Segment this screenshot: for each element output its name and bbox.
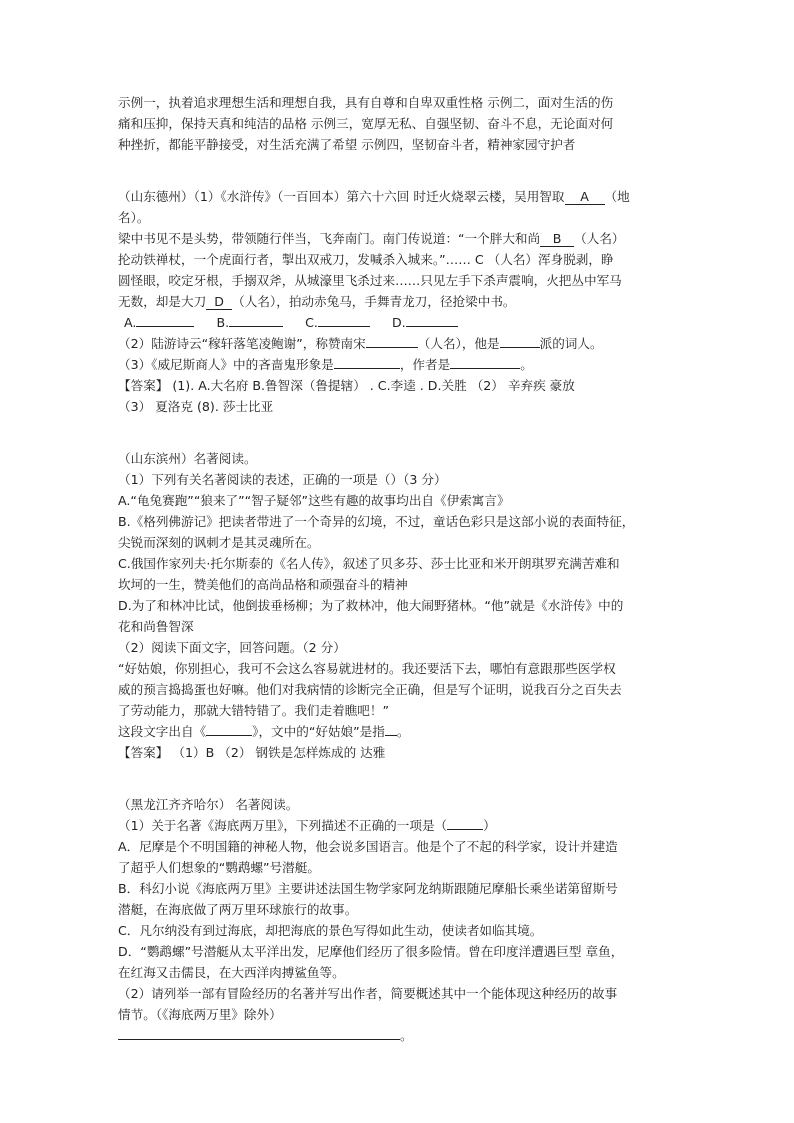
q1-text: （地 bbox=[604, 189, 630, 204]
q2-option-d: D.为了和林冲比试，他倒拔垂杨柳；为了救林冲，他大闹野猪林。“他”就是《水浒传》中的 bbox=[118, 598, 624, 613]
q1-blank-a: A bbox=[565, 189, 605, 205]
q1-text: 。 bbox=[520, 357, 533, 372]
sub3-blank-character bbox=[334, 355, 400, 369]
sub2-blank-school bbox=[500, 334, 540, 348]
q3-option-b: 潜艇，在海底做了两万里环球旅行的故事。 bbox=[118, 902, 358, 917]
q3-option-d: 在红海又击儒艮，在大西洋肉搏鲨鱼等。 bbox=[118, 965, 345, 980]
q3-option-c: C．凡尔纳没有到过海底，却把海底的景色写得如此生动，使读者如临其境。 bbox=[118, 923, 543, 938]
q1-text: （人名），他是 bbox=[417, 336, 500, 351]
q1-line: 圆怪眼，咬定牙根，手搦双斧，从城濠里飞杀过来……只见左手下杀声震响，火把丛中军马 bbox=[118, 273, 622, 288]
q1-line bbox=[118, 228, 690, 249]
q2-sub2: （2）阅读下面文字，回答问题。（2 分） bbox=[118, 640, 346, 655]
option-d-blank bbox=[406, 313, 458, 327]
q3-answer-line bbox=[118, 1025, 690, 1046]
q1-text: （人名），拍动赤兔马，手舞青龙刀，径抢梁中书。 bbox=[232, 294, 516, 309]
q2-text: 这段文字出自《 bbox=[118, 724, 207, 739]
q1-line bbox=[118, 291, 690, 312]
q2-passage: 威的预言捣捣蛋也好嘛。他们对我病情的诊断完全正确，但是写个证明，说我百分之百失去 bbox=[118, 682, 622, 697]
intro-line: 种挫折，都能平静接受，对生活充满了希望 示例四，坚韧奋斗者，精神家园守护者 bbox=[118, 137, 576, 152]
q2-option-c: C.俄国作家列夫·托尔斯泰的《名人传》，叙述了贝多芬、莎士比亚和米开朗琪罗充满苦难和 bbox=[118, 556, 620, 571]
q3-sub2: （2）请列举一部有冒险经历的名著并写出作者，简要概述其中一个能体现这种经历的故事 bbox=[118, 986, 618, 1001]
option-a-blank bbox=[136, 313, 194, 327]
q1-text: （3）《威尼斯商人》中的吝啬鬼形象是 bbox=[118, 357, 334, 372]
q2-option-d: 花和尚鲁智深 bbox=[118, 619, 194, 634]
document-page bbox=[118, 92, 690, 1046]
q3-text: ） bbox=[483, 818, 496, 833]
q1-options bbox=[118, 312, 690, 333]
q3-text: （1）关于名著《海底两万里》，下列描述不正确的一项是（ bbox=[118, 818, 448, 833]
q2-option-a: A.“龟兔赛跑”“狼来了”“智子疑邻”这些有趣的故事均出自《伊索寓言》 bbox=[118, 493, 510, 508]
q1-text: ，作者是 bbox=[399, 357, 451, 372]
q3-blank-choice bbox=[447, 816, 483, 830]
option-b-blank bbox=[229, 313, 283, 327]
q2-source bbox=[118, 721, 690, 742]
q1-line bbox=[118, 186, 690, 207]
q1-answer: 【答案】 (1). A.大名府 B.鲁智深（鲁提辖） . C.李逵 . D.关胜 （2） 辛弃疾 豪放 bbox=[118, 378, 575, 393]
q1-text: 无数，却是大刀 bbox=[118, 294, 207, 309]
q3-option-a: 了超乎人们想象的“鹦鹉螺”号潜艇。 bbox=[118, 860, 320, 875]
q1-line: 名）。 bbox=[118, 210, 150, 225]
q2-sub1: （1）下列有关名著阅读的表述，正确的一项是（）（3 分） bbox=[118, 472, 447, 487]
q2-passage: 了劳动能力，那就大错特错了。我们走着瞧吧！” bbox=[118, 703, 389, 718]
q1-text: （2）陆游诗云“稼轩落笔凌鲍谢”，称赞南宋 bbox=[118, 336, 366, 351]
q3-option-b: B．科幻小说《海底两万里》主要讲述法国生物学家阿龙纳斯跟随尼摩船长乘坐诺第留斯号 bbox=[118, 881, 618, 896]
q2-text: 》，文中的“好姑娘”是指 bbox=[252, 724, 385, 739]
sub2-blank-name bbox=[366, 334, 418, 348]
q2-text: 。 bbox=[396, 724, 410, 739]
option-d-label: D. bbox=[391, 315, 406, 330]
q1-blank-d: D bbox=[206, 294, 232, 310]
q1-line: 抡动铁禅杖，一个虎面行者，掣出双戒刀，发喊杀入城来。”…… C （人名）浑身脱剥，睁 bbox=[118, 252, 614, 267]
q3-title: （黑龙江齐齐哈尔） 名著阅读。 bbox=[118, 797, 299, 812]
q3-option-d: D．“鹦鹉螺”号潜艇从太平洋出发，尼摩他们经历了很多险情。曾在印度洋遭遇巨型 章鱼， bbox=[118, 944, 624, 959]
q3-option-a: A．尼摩是个不明国籍的神秘人物，他会说多国语言。他是个了不起的科学家，设计并建造 bbox=[118, 839, 618, 854]
q1-text: 派的词人。 bbox=[539, 336, 603, 351]
q2-answer: 【答案】 （1）B （2） 钢铁是怎样炼成的 达雅 bbox=[118, 745, 386, 760]
option-c-label: C. bbox=[305, 315, 318, 330]
q1-text: （山东德州）（1）《水浒传》（一百回本）第六十六回 时迁火烧翠云楼，吴用智取 bbox=[118, 189, 565, 204]
end-mark: 。 bbox=[400, 1028, 413, 1043]
option-c-blank bbox=[318, 313, 370, 327]
option-b-label: B. bbox=[216, 315, 230, 330]
q2-passage: “好姑娘，你别担心，我可不会这么容易就进材的。我还要活下去，哪怕有意跟那些医学权 bbox=[118, 661, 616, 676]
answer-blank-line bbox=[118, 1025, 400, 1040]
option-a-label: A. bbox=[124, 315, 137, 330]
q2-option-c: 坎坷的一生，赞美他们的高尚品格和顽强奋斗的精神 bbox=[118, 577, 408, 592]
sub3-blank-author bbox=[450, 355, 520, 369]
q2-blank-person bbox=[385, 722, 397, 736]
q2-title: （山东滨州）名著阅读。 bbox=[118, 451, 257, 466]
intro-line: 示例一，执着追求理想生活和理想自我，具有自尊和自卑双重性格 示例二，面对生活的伤 bbox=[118, 95, 614, 110]
q1-text: （人名） bbox=[574, 231, 625, 246]
q1-sub3 bbox=[118, 354, 690, 375]
q3-sub2: 情节。（《海底两万里》除外） bbox=[118, 1007, 282, 1022]
q1-blank-b: B bbox=[540, 231, 574, 247]
q1-answer: （3） 夏洛克 (8). 莎士比亚 bbox=[118, 399, 274, 414]
q1-text: 梁中书见不是头势，带领随行伴当，飞奔南门。南门传说道：“一个胖大和尚 bbox=[118, 231, 541, 246]
q2-blank-book bbox=[206, 722, 252, 736]
q3-sub1 bbox=[118, 815, 690, 836]
q2-option-b: 尖锐而深刻的讽刺才是其灵魂所在。 bbox=[118, 535, 320, 550]
intro-line: 痛和压抑，保持天真和纯洁的品格 示例三，宽厚无私、自强坚韧、奋斗不息，无论面对何 bbox=[118, 116, 614, 131]
q1-sub2 bbox=[118, 333, 690, 354]
q2-option-b: B.《格列佛游记》把读者带进了一个奇异的幻境，不过，童话色彩只是这部小说的表面特征， bbox=[118, 514, 635, 529]
